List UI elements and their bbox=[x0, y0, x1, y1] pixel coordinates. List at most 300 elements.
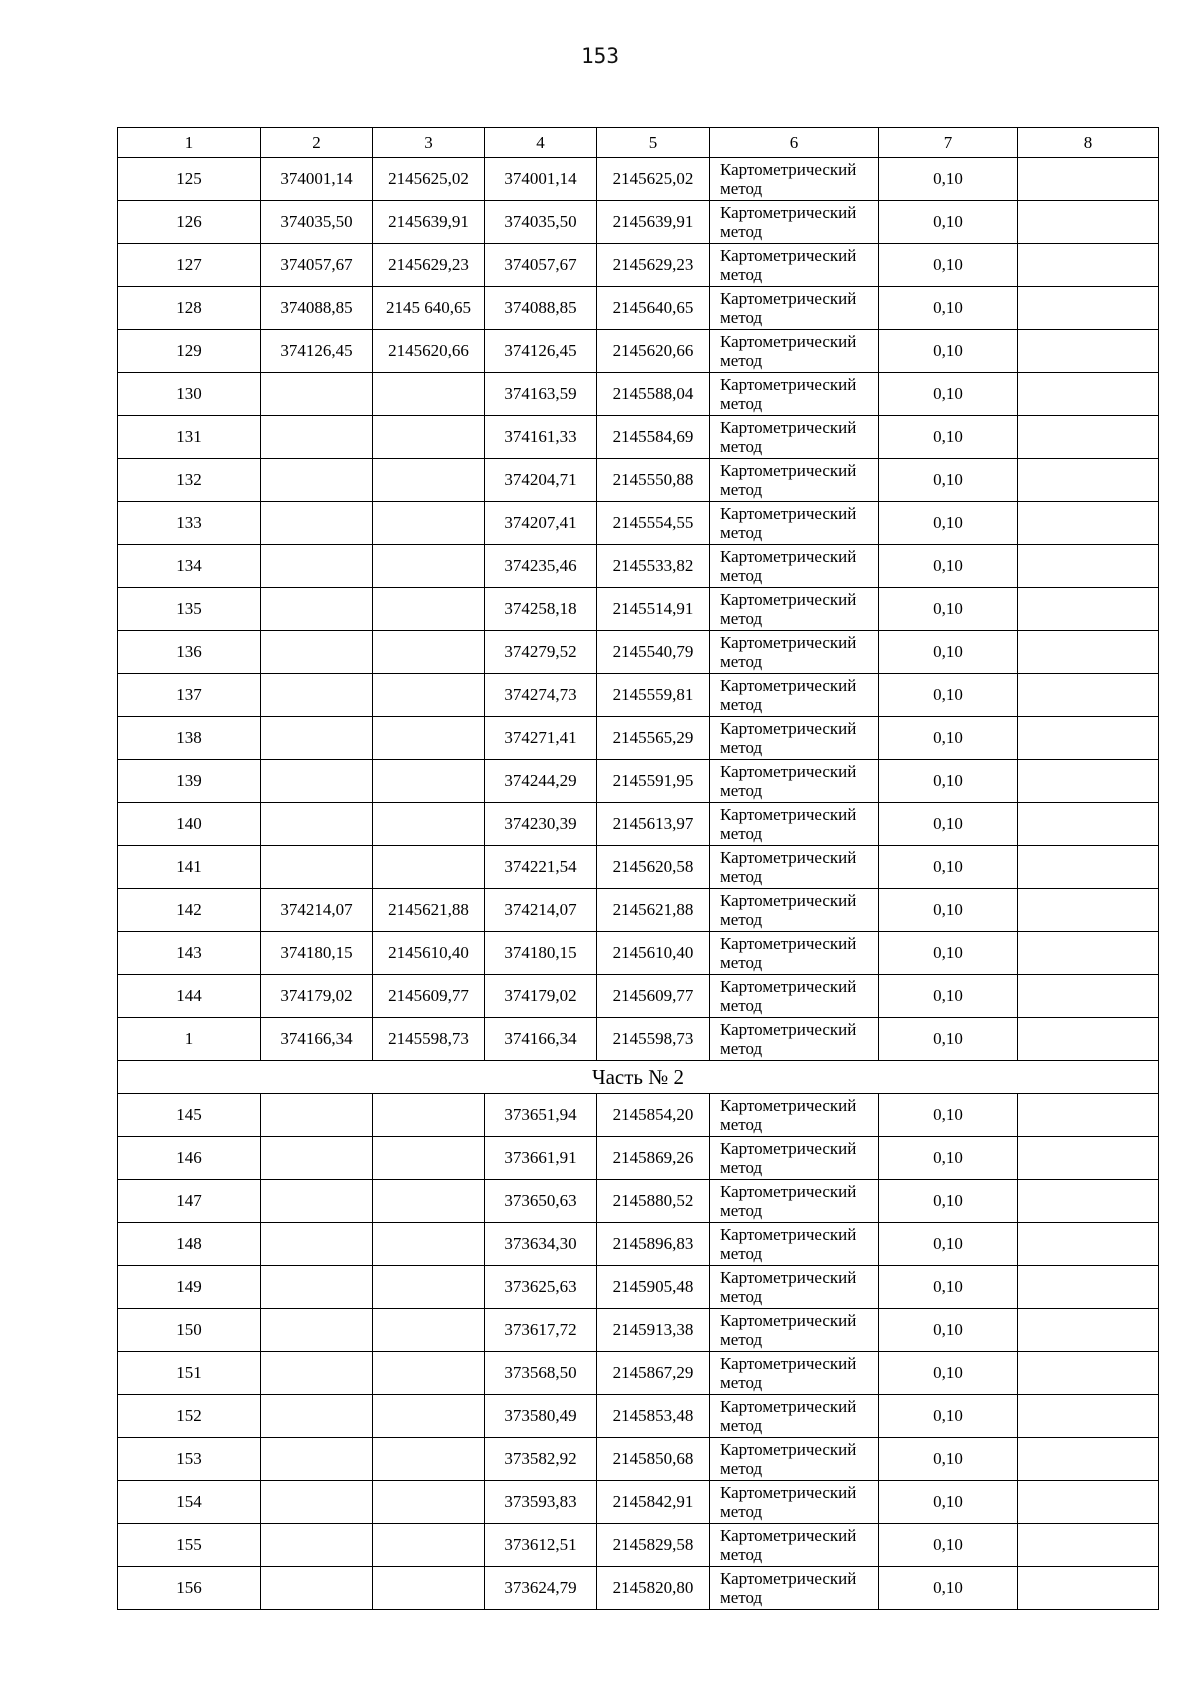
point-number-cell: 138 bbox=[118, 717, 261, 760]
point-number-cell: 156 bbox=[118, 1567, 261, 1610]
method-cell bbox=[710, 1309, 879, 1352]
note-cell bbox=[1018, 1438, 1159, 1481]
new-x-cell: 374057,67 bbox=[485, 244, 597, 287]
method-line: Картометрический bbox=[720, 805, 857, 824]
existing-y-cell: 2145639,91 bbox=[373, 201, 485, 244]
method-cell bbox=[710, 760, 879, 803]
table-row bbox=[118, 932, 1159, 975]
existing-x-cell bbox=[261, 631, 373, 674]
method-line: Картометрический bbox=[720, 332, 857, 351]
method-line: метод bbox=[720, 1588, 763, 1607]
table-row bbox=[118, 631, 1159, 674]
accuracy-cell: 0,10 bbox=[879, 1352, 1018, 1395]
new-x-cell: 374088,85 bbox=[485, 287, 597, 330]
method-cell bbox=[710, 975, 879, 1018]
method-cell bbox=[710, 588, 879, 631]
method-line: метод bbox=[720, 1416, 763, 1435]
method-line: метод bbox=[720, 1373, 763, 1392]
method-line: метод bbox=[720, 910, 763, 929]
new-y-cell: 2145625,02 bbox=[597, 158, 710, 201]
table-row bbox=[118, 1266, 1159, 1309]
new-y-cell: 2145842,91 bbox=[597, 1481, 710, 1524]
table-row bbox=[118, 1309, 1159, 1352]
new-y-cell: 2145850,68 bbox=[597, 1438, 710, 1481]
method-cell bbox=[710, 1524, 879, 1567]
accuracy-cell: 0,10 bbox=[879, 373, 1018, 416]
point-number-cell: 139 bbox=[118, 760, 261, 803]
method-cell bbox=[710, 1223, 879, 1266]
note-cell bbox=[1018, 201, 1159, 244]
existing-x-cell: 374001,14 bbox=[261, 158, 373, 201]
method-line: метод bbox=[720, 953, 763, 972]
table-row bbox=[118, 1395, 1159, 1438]
existing-x-cell bbox=[261, 1266, 373, 1309]
accuracy-cell: 0,10 bbox=[879, 1309, 1018, 1352]
table-row bbox=[118, 674, 1159, 717]
method-line: метод bbox=[720, 265, 763, 284]
note-cell bbox=[1018, 502, 1159, 545]
table-row bbox=[118, 1524, 1159, 1567]
method-line: Картометрический bbox=[720, 676, 857, 695]
existing-y-cell bbox=[373, 1567, 485, 1610]
accuracy-cell: 0,10 bbox=[879, 760, 1018, 803]
point-number-cell: 127 bbox=[118, 244, 261, 287]
table-row bbox=[118, 1180, 1159, 1223]
new-y-cell: 2145854,20 bbox=[597, 1094, 710, 1137]
table-row bbox=[118, 373, 1159, 416]
accuracy-cell: 0,10 bbox=[879, 846, 1018, 889]
accuracy-cell: 0,10 bbox=[879, 1137, 1018, 1180]
new-x-cell: 373625,63 bbox=[485, 1266, 597, 1309]
existing-y-cell bbox=[373, 717, 485, 760]
point-number-cell: 148 bbox=[118, 1223, 261, 1266]
method-line: Картометрический bbox=[720, 1440, 857, 1459]
accuracy-cell: 0,10 bbox=[879, 1018, 1018, 1061]
existing-y-cell: 2145 640,65 bbox=[373, 287, 485, 330]
method-cell bbox=[710, 1018, 879, 1061]
method-cell bbox=[710, 846, 879, 889]
method-line: метод bbox=[720, 1330, 763, 1349]
note-cell bbox=[1018, 1018, 1159, 1061]
method-line: метод bbox=[720, 394, 763, 413]
new-y-cell: 2145867,29 bbox=[597, 1352, 710, 1395]
accuracy-cell: 0,10 bbox=[879, 244, 1018, 287]
accuracy-cell: 0,10 bbox=[879, 803, 1018, 846]
table-row bbox=[118, 1481, 1159, 1524]
new-x-cell: 374258,18 bbox=[485, 588, 597, 631]
note-cell bbox=[1018, 1524, 1159, 1567]
note-cell bbox=[1018, 287, 1159, 330]
point-number-cell: 142 bbox=[118, 889, 261, 932]
point-number-cell: 136 bbox=[118, 631, 261, 674]
new-x-cell: 374230,39 bbox=[485, 803, 597, 846]
new-y-cell: 2145609,77 bbox=[597, 975, 710, 1018]
part-heading-row bbox=[118, 1061, 1159, 1094]
new-y-cell: 2145550,88 bbox=[597, 459, 710, 502]
table-row bbox=[118, 330, 1159, 373]
accuracy-cell: 0,10 bbox=[879, 1094, 1018, 1137]
new-x-cell: 374207,41 bbox=[485, 502, 597, 545]
existing-x-cell: 374035,50 bbox=[261, 201, 373, 244]
point-number-cell: 143 bbox=[118, 932, 261, 975]
method-line: Картометрический bbox=[720, 547, 857, 566]
existing-x-cell bbox=[261, 1438, 373, 1481]
new-x-cell: 373651,94 bbox=[485, 1094, 597, 1137]
new-y-cell: 2145613,97 bbox=[597, 803, 710, 846]
point-number-cell: 141 bbox=[118, 846, 261, 889]
note-cell bbox=[1018, 760, 1159, 803]
existing-y-cell bbox=[373, 1137, 485, 1180]
note-cell bbox=[1018, 803, 1159, 846]
note-cell bbox=[1018, 588, 1159, 631]
accuracy-cell: 0,10 bbox=[879, 1438, 1018, 1481]
page-number: 153 bbox=[581, 44, 619, 68]
header-row bbox=[118, 128, 1159, 158]
new-x-cell: 374214,07 bbox=[485, 889, 597, 932]
note-cell bbox=[1018, 459, 1159, 502]
accuracy-cell: 0,10 bbox=[879, 158, 1018, 201]
new-x-cell: 373593,83 bbox=[485, 1481, 597, 1524]
accuracy-cell: 0,10 bbox=[879, 416, 1018, 459]
note-cell bbox=[1018, 889, 1159, 932]
new-x-cell: 374235,46 bbox=[485, 545, 597, 588]
table-row bbox=[118, 760, 1159, 803]
existing-x-cell: 374214,07 bbox=[261, 889, 373, 932]
new-x-cell: 374035,50 bbox=[485, 201, 597, 244]
new-y-cell: 2145905,48 bbox=[597, 1266, 710, 1309]
table-row bbox=[118, 803, 1159, 846]
method-line: Картометрический bbox=[720, 1526, 857, 1545]
table-row bbox=[118, 889, 1159, 932]
table-row bbox=[118, 416, 1159, 459]
existing-x-cell bbox=[261, 459, 373, 502]
method-line: метод bbox=[720, 1115, 763, 1134]
table-row bbox=[118, 1094, 1159, 1137]
existing-x-cell bbox=[261, 717, 373, 760]
point-number-cell: 1 bbox=[118, 1018, 261, 1061]
method-line: метод bbox=[720, 222, 763, 241]
new-y-cell: 2145565,29 bbox=[597, 717, 710, 760]
note-cell bbox=[1018, 674, 1159, 717]
method-line: Картометрический bbox=[720, 504, 857, 523]
table-row bbox=[118, 1352, 1159, 1395]
method-line: метод bbox=[720, 1039, 763, 1058]
accuracy-cell: 0,10 bbox=[879, 287, 1018, 330]
method-cell bbox=[710, 373, 879, 416]
existing-y-cell: 2145620,66 bbox=[373, 330, 485, 373]
new-x-cell: 374271,41 bbox=[485, 717, 597, 760]
accuracy-cell: 0,10 bbox=[879, 889, 1018, 932]
method-line: метод bbox=[720, 695, 763, 714]
point-number-cell: 149 bbox=[118, 1266, 261, 1309]
existing-y-cell bbox=[373, 1180, 485, 1223]
new-y-cell: 2145629,23 bbox=[597, 244, 710, 287]
method-line: метод bbox=[720, 179, 763, 198]
existing-y-cell: 2145609,77 bbox=[373, 975, 485, 1018]
method-line: Картометрический bbox=[720, 461, 857, 480]
method-line: метод bbox=[720, 1459, 763, 1478]
note-cell bbox=[1018, 1137, 1159, 1180]
new-y-cell: 2145896,83 bbox=[597, 1223, 710, 1266]
existing-y-cell bbox=[373, 846, 485, 889]
method-cell bbox=[710, 545, 879, 588]
method-cell bbox=[710, 416, 879, 459]
method-line: Картометрический bbox=[720, 246, 857, 265]
existing-y-cell bbox=[373, 1309, 485, 1352]
new-x-cell: 373617,72 bbox=[485, 1309, 597, 1352]
existing-y-cell bbox=[373, 1352, 485, 1395]
existing-x-cell bbox=[261, 416, 373, 459]
method-cell bbox=[710, 459, 879, 502]
accuracy-cell: 0,10 bbox=[879, 1395, 1018, 1438]
method-line: метод bbox=[720, 1502, 763, 1521]
new-y-cell: 2145533,82 bbox=[597, 545, 710, 588]
existing-x-cell: 374057,67 bbox=[261, 244, 373, 287]
point-number-cell: 153 bbox=[118, 1438, 261, 1481]
note-cell bbox=[1018, 416, 1159, 459]
new-x-cell: 373612,51 bbox=[485, 1524, 597, 1567]
method-cell bbox=[710, 631, 879, 674]
method-line: Картометрический bbox=[720, 1096, 857, 1115]
method-line: метод bbox=[720, 1545, 763, 1564]
new-y-cell: 2145621,88 bbox=[597, 889, 710, 932]
method-line: метод bbox=[720, 1201, 763, 1220]
existing-y-cell bbox=[373, 674, 485, 717]
existing-x-cell bbox=[261, 1094, 373, 1137]
table-row bbox=[118, 846, 1159, 889]
point-number-cell: 128 bbox=[118, 287, 261, 330]
accuracy-cell: 0,10 bbox=[879, 1481, 1018, 1524]
point-number-cell: 147 bbox=[118, 1180, 261, 1223]
new-y-cell: 2145559,81 bbox=[597, 674, 710, 717]
new-y-cell: 2145514,91 bbox=[597, 588, 710, 631]
new-x-cell: 374126,45 bbox=[485, 330, 597, 373]
col-header-4: 4 bbox=[485, 128, 597, 158]
existing-x-cell bbox=[261, 502, 373, 545]
existing-x-cell bbox=[261, 760, 373, 803]
col-header-1: 1 bbox=[118, 128, 261, 158]
method-cell bbox=[710, 1438, 879, 1481]
table-row bbox=[118, 717, 1159, 760]
note-cell bbox=[1018, 1395, 1159, 1438]
new-y-cell: 2145610,40 bbox=[597, 932, 710, 975]
note-cell bbox=[1018, 1223, 1159, 1266]
existing-y-cell bbox=[373, 1266, 485, 1309]
table-row bbox=[118, 1223, 1159, 1266]
accuracy-cell: 0,10 bbox=[879, 717, 1018, 760]
existing-y-cell: 2145625,02 bbox=[373, 158, 485, 201]
method-line: Картометрический bbox=[720, 289, 857, 308]
table-row bbox=[118, 158, 1159, 201]
existing-x-cell: 374166,34 bbox=[261, 1018, 373, 1061]
point-number-cell: 129 bbox=[118, 330, 261, 373]
table-row bbox=[118, 1567, 1159, 1610]
note-cell bbox=[1018, 1266, 1159, 1309]
existing-x-cell bbox=[261, 1567, 373, 1610]
note-cell bbox=[1018, 244, 1159, 287]
point-number-cell: 152 bbox=[118, 1395, 261, 1438]
existing-y-cell bbox=[373, 1094, 485, 1137]
accuracy-cell: 0,10 bbox=[879, 588, 1018, 631]
existing-y-cell bbox=[373, 545, 485, 588]
point-number-cell: 145 bbox=[118, 1094, 261, 1137]
accuracy-cell: 0,10 bbox=[879, 545, 1018, 588]
new-y-cell: 2145554,55 bbox=[597, 502, 710, 545]
new-x-cell: 374221,54 bbox=[485, 846, 597, 889]
new-y-cell: 2145620,58 bbox=[597, 846, 710, 889]
existing-x-cell bbox=[261, 1395, 373, 1438]
method-cell bbox=[710, 1180, 879, 1223]
col-header-5: 5 bbox=[597, 128, 710, 158]
method-cell bbox=[710, 932, 879, 975]
new-x-cell: 374204,71 bbox=[485, 459, 597, 502]
existing-y-cell bbox=[373, 459, 485, 502]
method-line: Картометрический bbox=[720, 1139, 857, 1158]
existing-x-cell bbox=[261, 674, 373, 717]
accuracy-cell: 0,10 bbox=[879, 1567, 1018, 1610]
note-cell bbox=[1018, 1352, 1159, 1395]
new-x-cell: 374161,33 bbox=[485, 416, 597, 459]
existing-y-cell bbox=[373, 1524, 485, 1567]
col-header-3: 3 bbox=[373, 128, 485, 158]
existing-y-cell bbox=[373, 1395, 485, 1438]
method-cell bbox=[710, 1567, 879, 1610]
accuracy-cell: 0,10 bbox=[879, 502, 1018, 545]
note-cell bbox=[1018, 631, 1159, 674]
method-cell bbox=[710, 1352, 879, 1395]
method-cell bbox=[710, 1137, 879, 1180]
accuracy-cell: 0,10 bbox=[879, 201, 1018, 244]
method-line: Картометрический bbox=[720, 848, 857, 867]
existing-y-cell bbox=[373, 1481, 485, 1524]
col-header-8: 8 bbox=[1018, 128, 1159, 158]
method-line: метод bbox=[720, 1158, 763, 1177]
method-line: метод bbox=[720, 351, 763, 370]
method-line: Картометрический bbox=[720, 1311, 857, 1330]
new-y-cell: 2145620,66 bbox=[597, 330, 710, 373]
accuracy-cell: 0,10 bbox=[879, 631, 1018, 674]
existing-y-cell: 2145598,73 bbox=[373, 1018, 485, 1061]
existing-y-cell: 2145621,88 bbox=[373, 889, 485, 932]
method-line: Картометрический bbox=[720, 160, 857, 179]
method-line: Картометрический bbox=[720, 590, 857, 609]
method-line: Картометрический bbox=[720, 203, 857, 222]
accuracy-cell: 0,10 bbox=[879, 1180, 1018, 1223]
new-x-cell: 373580,49 bbox=[485, 1395, 597, 1438]
table-row bbox=[118, 975, 1159, 1018]
note-cell bbox=[1018, 1481, 1159, 1524]
new-y-cell: 2145540,79 bbox=[597, 631, 710, 674]
note-cell bbox=[1018, 373, 1159, 416]
new-y-cell: 2145829,58 bbox=[597, 1524, 710, 1567]
point-number-cell: 130 bbox=[118, 373, 261, 416]
existing-x-cell bbox=[261, 588, 373, 631]
existing-x-cell bbox=[261, 1524, 373, 1567]
method-cell bbox=[710, 158, 879, 201]
new-y-cell: 2145640,65 bbox=[597, 287, 710, 330]
note-cell bbox=[1018, 1309, 1159, 1352]
new-y-cell: 2145913,38 bbox=[597, 1309, 710, 1352]
method-line: метод bbox=[720, 824, 763, 843]
new-x-cell: 373624,79 bbox=[485, 1567, 597, 1610]
new-x-cell: 374180,15 bbox=[485, 932, 597, 975]
existing-x-cell bbox=[261, 1352, 373, 1395]
method-line: Картометрический bbox=[720, 977, 857, 996]
accuracy-cell: 0,10 bbox=[879, 459, 1018, 502]
table-row bbox=[118, 1018, 1159, 1061]
existing-y-cell: 2145629,23 bbox=[373, 244, 485, 287]
accuracy-cell: 0,10 bbox=[879, 975, 1018, 1018]
accuracy-cell: 0,10 bbox=[879, 1266, 1018, 1309]
table-row bbox=[118, 588, 1159, 631]
new-y-cell: 2145853,48 bbox=[597, 1395, 710, 1438]
method-cell bbox=[710, 502, 879, 545]
note-cell bbox=[1018, 158, 1159, 201]
method-line: метод bbox=[720, 781, 763, 800]
new-x-cell: 374001,14 bbox=[485, 158, 597, 201]
existing-x-cell bbox=[261, 803, 373, 846]
table-body bbox=[118, 128, 1159, 1610]
accuracy-cell: 0,10 bbox=[879, 1524, 1018, 1567]
method-line: метод bbox=[720, 308, 763, 327]
col-header-2: 2 bbox=[261, 128, 373, 158]
method-line: Картометрический bbox=[720, 418, 857, 437]
new-x-cell: 373650,63 bbox=[485, 1180, 597, 1223]
point-number-cell: 126 bbox=[118, 201, 261, 244]
method-line: метод bbox=[720, 480, 763, 499]
existing-x-cell: 374179,02 bbox=[261, 975, 373, 1018]
new-x-cell: 373634,30 bbox=[485, 1223, 597, 1266]
existing-y-cell bbox=[373, 502, 485, 545]
method-line: Картометрический bbox=[720, 762, 857, 781]
point-number-cell: 133 bbox=[118, 502, 261, 545]
existing-y-cell bbox=[373, 1223, 485, 1266]
table-row bbox=[118, 201, 1159, 244]
method-line: Картометрический bbox=[720, 934, 857, 953]
note-cell bbox=[1018, 846, 1159, 889]
method-cell bbox=[710, 1395, 879, 1438]
note-cell bbox=[1018, 975, 1159, 1018]
new-y-cell: 2145584,69 bbox=[597, 416, 710, 459]
existing-y-cell bbox=[373, 373, 485, 416]
new-x-cell: 374274,73 bbox=[485, 674, 597, 717]
new-x-cell: 374244,29 bbox=[485, 760, 597, 803]
new-x-cell: 374166,34 bbox=[485, 1018, 597, 1061]
new-y-cell: 2145869,26 bbox=[597, 1137, 710, 1180]
point-number-cell: 132 bbox=[118, 459, 261, 502]
point-number-cell: 146 bbox=[118, 1137, 261, 1180]
table-row bbox=[118, 545, 1159, 588]
point-number-cell: 151 bbox=[118, 1352, 261, 1395]
point-number-cell: 155 bbox=[118, 1524, 261, 1567]
note-cell bbox=[1018, 1180, 1159, 1223]
point-number-cell: 144 bbox=[118, 975, 261, 1018]
method-line: метод bbox=[720, 996, 763, 1015]
point-number-cell: 134 bbox=[118, 545, 261, 588]
method-cell bbox=[710, 1266, 879, 1309]
new-x-cell: 373582,92 bbox=[485, 1438, 597, 1481]
accuracy-cell: 0,10 bbox=[879, 674, 1018, 717]
table-row bbox=[118, 287, 1159, 330]
new-x-cell: 373568,50 bbox=[485, 1352, 597, 1395]
point-number-cell: 154 bbox=[118, 1481, 261, 1524]
method-cell bbox=[710, 803, 879, 846]
point-number-cell: 150 bbox=[118, 1309, 261, 1352]
existing-x-cell bbox=[261, 1223, 373, 1266]
existing-y-cell bbox=[373, 631, 485, 674]
part-title: Часть № 2 bbox=[118, 1061, 1159, 1094]
new-y-cell: 2145598,73 bbox=[597, 1018, 710, 1061]
